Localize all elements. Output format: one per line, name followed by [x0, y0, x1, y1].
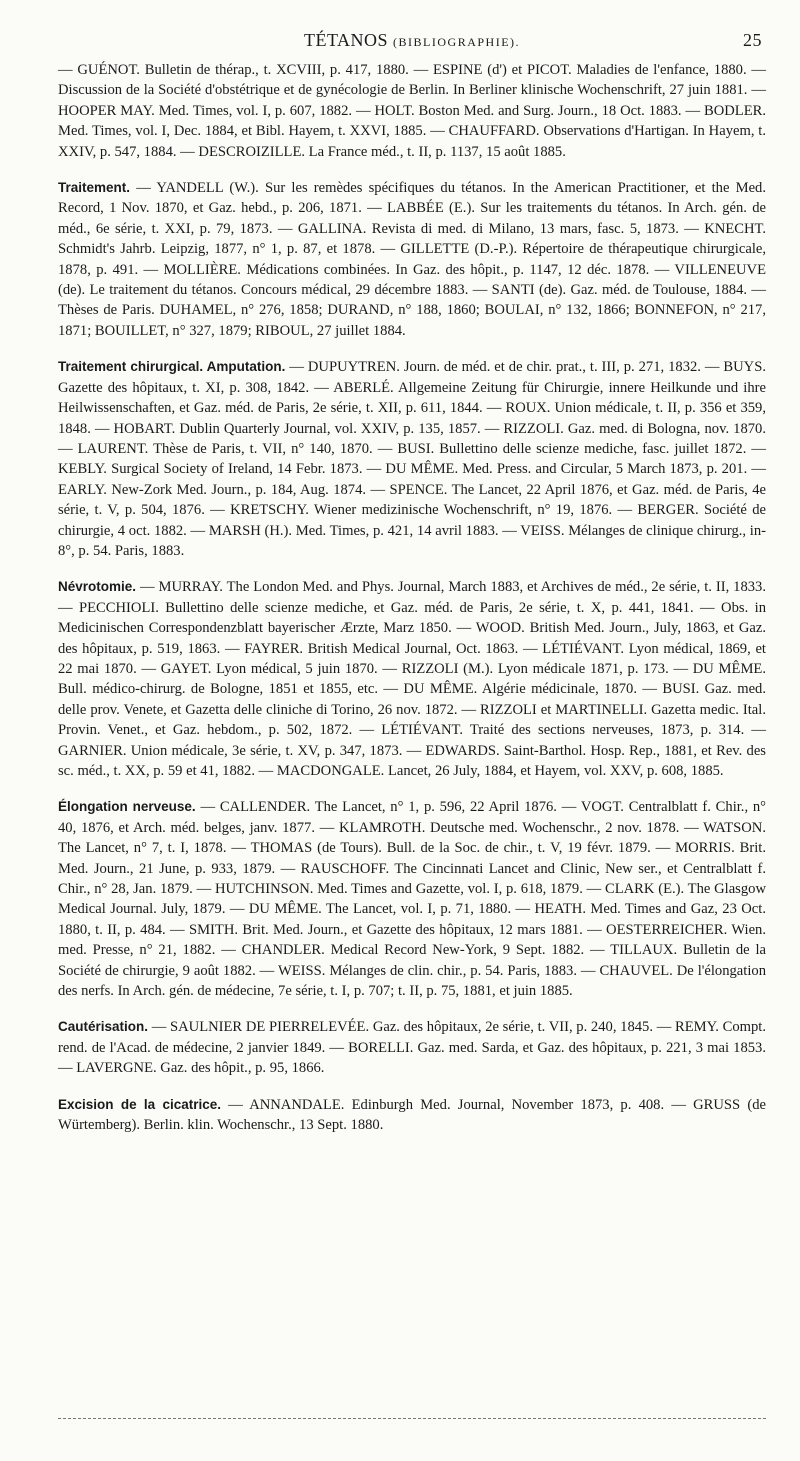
page-number: 25	[743, 30, 762, 50]
section-heading: Traitement chirurgical. Amputation.	[58, 359, 286, 375]
section-heading: Cautérisation.	[58, 1019, 149, 1035]
running-title-subtitle: (BIBLIOGRAPHIE).	[393, 35, 521, 49]
section-body: — ANNANDALE. Edinburgh Med. Journal, November 1873, p. 408. — GRUSS (de Würtemberg). Berlin. klin. Wochenschr., 13 Sept. 1880.	[58, 1096, 766, 1134]
section-excision	[58, 1095, 766, 1136]
section-body: — SAULNIER DE PIERRELEVÉE. Gaz. des hôpitaux, 2e série, t. VII, p. 240, 1845. — REMY. Compt. rend. de l'Acad. de médecine, 2 janvier 1849. — BORELLI. Gaz. med. Sarda, et Gaz. des hôpitaux, p. 221, 3 mai 1853. — LAVERGNE. Gaz. des hôpit., p. 95, 1866.	[58, 1019, 766, 1077]
section-elongation-nerveuse	[58, 797, 766, 1001]
section-body: — YANDELL (W.). Sur les remèdes spécifiques du tétanos. In the American Practitioner, et the Med. Record, 1 Nov. 1870, et Gaz. hebd., p. 206, 1871. — LABBÉE (E.). Sur les traitements du tétanos. In Arch. gén. de méd., 6e série, t. XXI, p. 79, 1873. — GALLINA. Revista di med. di Milano, 13 mars, fasc. 5, 1873. — KNECHT. Schmidt's Jahrb. Leipzig, 1877, n° 1, p. 87, et 1878. — GILLETTE (D.-P.). Répertoire de thérapeutique chirurgicale, 1878, p. 491. — MOLLIÈRE. Médications combinées. In Gaz. des hôpit., p. 1147, 12 déc. 1878. — VILLENEUVE (de). Le traitement du tétanos. Concours médical, 29 décembre 1883. — SANTI (de). Gaz. méd. de Toulouse, 1884. — Thèses de Paris. DUHAMEL, n° 276, 1858; DURAND, n° 188, 1860; BOULAI, n° 132, 1866; BONNEFON, n° 217, 1871; BOUILLET, n° 327, 1879; RIBOUL, 27 juillet 1884.	[58, 180, 766, 339]
running-title	[304, 30, 520, 51]
section-heading: Traitement.	[58, 180, 131, 196]
section-cauterisation	[58, 1017, 766, 1078]
section-traitement-chirurgical	[58, 357, 766, 561]
section-heading: Élongation nerveuse.	[58, 799, 196, 815]
section-heading: Névrotomie.	[58, 579, 137, 595]
section-traitement	[58, 178, 766, 341]
intro-paragraph: — GUÉNOT. Bulletin de thérap., t. XCVIII, p. 417, 1880. — ESPINE (d') et PICOT. Maladies de l'enfance, 1880. —Discussion de la Société d'obstétrique et de gynécologie de Berlin. In Berliner klinische Wochenschrift, 27 juin 1881. — HOOPER MAY. Med. Times, vol. I, p. 607, 1882. — HOLT. Boston Med. and Surg. Journ., 18 Oct. 1883. — BODLER. Med. Times, vol. I, Dec. 1884, et Bibl. Hayem, t. XXVI, 1885. — CHAUFFARD. Observations d'Hartigan. In Hayem, t. XXIV, p. 547, 1884. — DESCROIZILLE. La France méd., t. II, p. 1137, 15 août 1885.	[58, 62, 766, 160]
section-nevrotomie	[58, 577, 766, 781]
running-title-main: TÉTANOS	[303, 30, 389, 50]
section-heading: Excision de la cicatrice.	[58, 1096, 221, 1112]
page-header	[58, 22, 766, 56]
footer-dashed-rule	[58, 1418, 766, 1419]
section-body: — DUPUYTREN. Journ. de méd. et de chir. prat., t. III, p. 271, 1832. — BUYS. Gazette des hôpitaux, t. XI, p. 308, 1842. — ABERLÉ. Allgemeine Zeitung für Chirurgie, innere Heilkunde und ihre Heilwissenschaften, et Gaz. méd. de Paris, 2e série, t. XII, p. 611, 1844. — ROUX. Union médicale, t. II, p. 356 et 359, 1848. — HOBART. Dublin Quarterly Journal, vol. XXIV, p. 135, 1857. — RIZZOLI. Gaz. med. di Bologna, nov. 1870. — LAURENT. Thèse de Paris, t. VII, n° 140, 1870. — BUSI. Bullettino delle scienze mediche, fasc. juillet 1872. — KEBLY. Surgical Society of Ireland, 14 Febr. 1873. — DU MÊME. Med. Press. and Circular, 5 March 1873, p. 201. — EARLY. New-Zork Med. Journ., p. 184, Aug. 1874. — SPENCE. The Lancet, 22 April 1876, et Gaz. méd. de Paris, 4e série, t. V, p. 504, 1876. — KRETSCHY. Wiener medizinische Wochenschrift, n° 19, 1876. — BERGER. Société de chirurgie, 4 oct. 1882. — MARSH (H.). Med. Times, p. 421, 14 avril 1883. — VEISS. Mélanges de clinique chirurg., in-8°, p. 54. Paris, 1883.	[58, 359, 766, 559]
section-body: — CALLENDER. The Lancet, n° 1, p. 596, 22 April 1876. — VOGT. Centralblatt f. Chir., n° 40, 1876, et Arch. méd. belges, janv. 1877. — KLAMROTH. Deutsche med. Wochenschr., 2 nov. 1878. — WATSON. The Lancet, n° 7, t. I, 1878. — THOMAS (de Tours). Bull. de la Soc. de chir., t. V, 19 févr. 1879. — MORRIS. Brit. Med. Journ., 21 June, p. 933, 1879. — RAUSCHOFF. The Cincinnati Lancet and Clinic, New ser., et Centralblatt f. Chir., n° 28, Jan. 1879. — HUTCHINSON. Med. Times and Gazette, vol. I, p. 618, 1879. — CLARK (E.). The Glasgow Medical Journal. July, 1879. — DU MÊME. The Lancet, vol. I, p. 71, 1880. — HEATH. Med. Times and Gaz, 23 Oct. 1880, t. II, p. 484. — SMITH. Brit. Med. Journ., et Gazette des hôpitaux, 12 mars 1881. — OESTERREICHER. Wien. med. Presse, n° 21, 1882. — CHANDLER. Medical Record New-York, 9 Sept. 1882. — TILLAUX. Bulletin de la Société de chirurgie, 9 août 1882. — WEISS. Mélanges de clin. chir., p. 54. Paris, 1883. — CHAUVEL. De l'élongation des nerfs. In Arch. gén. de médecine, 7e série, t. I, p. 707; t. II, p. 75, 1881, et juin 1885.	[58, 799, 767, 1000]
section-body: — MURRAY. The London Med. and Phys. Journal, March 1883, et Archives de méd., 2e série, t. II, 1833. — PECCHIOLI. Bullettino delle scienze mediche, et Gaz. méd. de Paris, 2e série, t. X, p. 441, 1841. — Obs. in Medicinischen Correspondenzblatt bayerischer Ærzte, Marz 1850. — WOOD. British Med. Journ., July, 1863, et Gaz. des hôpitaux, p. 519, 1863. — FAYRER. British Medical Journal, Oct. 1863. — LÉTIÉVANT. Lyon médical, 1869, et 22 mai 1870. — GAYET. Lyon médical, 5 juin 1870. — RIZZOLI (M.). Lyon médicale 1871, p. 173. — DU MÊME. Bull. médico-chirurg. de Bologne, 1851 et 1855, etc. — DU MÊME. Algérie médicinale, 1870. — BUSI. Gaz. med. delle prov. Venete, et Gazetta delle cliniche di Torino, 26 nov. 1872. — RIZZOLI et MARTINELLI. Gazetta medic. Ital. Provin. Venet., et Gaz. hebdom., p. 502, 1872. — LÉTIÉVANT. Traité des sections nerveuses, 1873, p. 314. — GARNIER. Union médicale, 3e série, t. XV, p. 347, 1873. — EDWARDS. Saint-Barthol. Hosp. Rep., 1881, et Rev. des sc. méd., t. XX, p. 59 et 41, 1882. — MACDONGALE. Lancet, 26 July, 1884, et Hayem, vol. XXV, p. 608, 1885.	[58, 579, 766, 779]
